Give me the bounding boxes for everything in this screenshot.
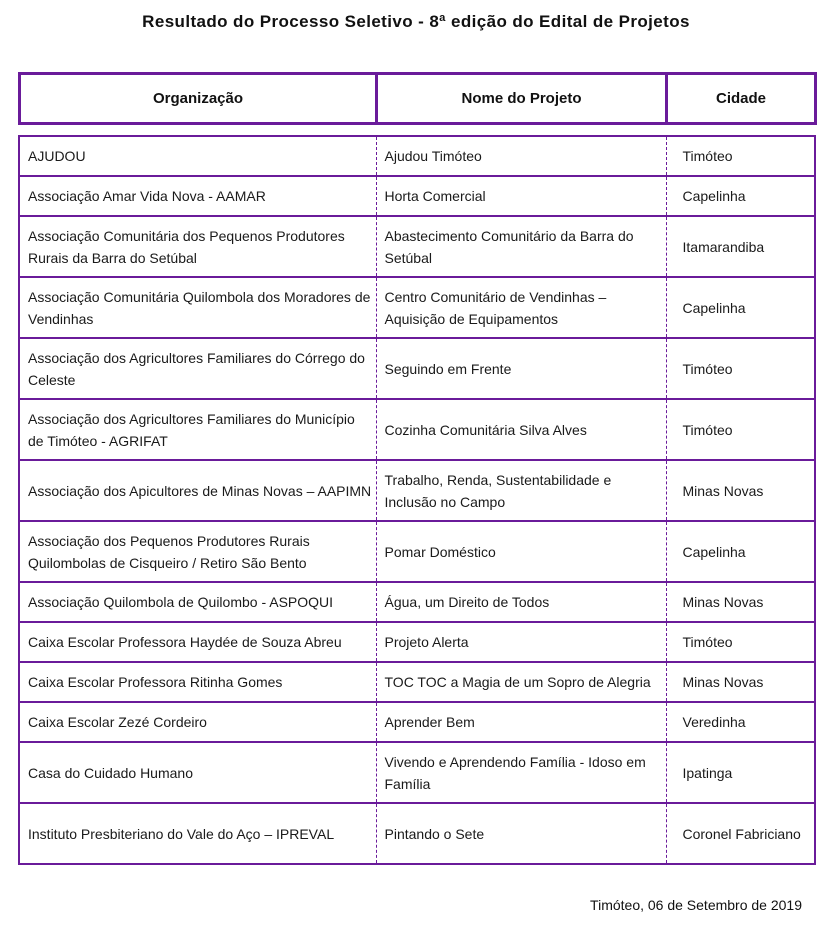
project-cell: Água, um Direito de Todos bbox=[376, 582, 666, 622]
organization-cell: Associação Amar Vida Nova - AAMAR bbox=[19, 176, 376, 216]
project-cell: Seguindo em Frente bbox=[376, 338, 666, 399]
organization-cell: Associação dos Agricultores Familiares do Município de Timóteo - AGRIFAT bbox=[19, 399, 376, 460]
project-cell: Pintando o Sete bbox=[376, 803, 666, 864]
organization-cell: AJUDOU bbox=[19, 136, 376, 176]
column-header-projeto: Nome do Projeto bbox=[377, 74, 667, 124]
project-cell: Aprender Bem bbox=[376, 702, 666, 742]
results-table bbox=[18, 135, 816, 865]
date-location-footer: Timóteo, 06 de Setembro de 2019 bbox=[590, 897, 802, 913]
organization-cell: Caixa Escolar Professora Haydée de Souza Abreu bbox=[19, 622, 376, 662]
organization-cell: Associação Comunitária dos Pequenos Produtores Rurais da Barra do Setúbal bbox=[19, 216, 376, 277]
table-row bbox=[19, 521, 815, 582]
table-row bbox=[19, 622, 815, 662]
table-row bbox=[19, 399, 815, 460]
header-row bbox=[20, 74, 816, 124]
project-cell: Cozinha Comunitária Silva Alves bbox=[376, 399, 666, 460]
table-row bbox=[19, 662, 815, 702]
project-cell: Vivendo e Aprendendo Família - Idoso em Família bbox=[376, 742, 666, 803]
table-row bbox=[19, 803, 815, 864]
table-row bbox=[19, 460, 815, 521]
column-header-cidade: Cidade bbox=[667, 74, 816, 124]
table-row bbox=[19, 702, 815, 742]
city-cell: Minas Novas bbox=[666, 460, 815, 521]
project-cell: Centro Comunitário de Vendinhas – Aquisição de Equipamentos bbox=[376, 277, 666, 338]
table-row bbox=[19, 742, 815, 803]
organization-cell: Caixa Escolar Zezé Cordeiro bbox=[19, 702, 376, 742]
city-cell: Coronel Fabriciano bbox=[666, 803, 815, 864]
table-row bbox=[19, 136, 815, 176]
project-cell: Ajudou Timóteo bbox=[376, 136, 666, 176]
city-cell: Veredinha bbox=[666, 702, 815, 742]
city-cell: Timóteo bbox=[666, 622, 815, 662]
table-row bbox=[19, 176, 815, 216]
column-header-organizacao: Organização bbox=[20, 74, 377, 124]
city-cell: Capelinha bbox=[666, 176, 815, 216]
project-cell: Projeto Alerta bbox=[376, 622, 666, 662]
city-cell: Timóteo bbox=[666, 136, 815, 176]
organization-cell: Associação Quilombola de Quilombo - ASPOQUI bbox=[19, 582, 376, 622]
page-title: Resultado do Processo Seletivo - 8ª edição do Edital de Projetos bbox=[142, 12, 690, 31]
table-row bbox=[19, 216, 815, 277]
organization-cell: Caixa Escolar Professora Ritinha Gomes bbox=[19, 662, 376, 702]
project-cell: TOC TOC a Magia de um Sopro de Alegria bbox=[376, 662, 666, 702]
city-cell: Ipatinga bbox=[666, 742, 815, 803]
project-cell: Horta Comercial bbox=[376, 176, 666, 216]
project-cell: Pomar Doméstico bbox=[376, 521, 666, 582]
organization-cell: Associação Comunitária Quilombola dos Moradores de Vendinhas bbox=[19, 277, 376, 338]
city-cell: Timóteo bbox=[666, 338, 815, 399]
organization-cell: Associação dos Apicultores de Minas Novas – AAPIMN bbox=[19, 460, 376, 521]
city-cell: Itamarandiba bbox=[666, 216, 815, 277]
results-table-header bbox=[18, 72, 817, 125]
city-cell: Timóteo bbox=[666, 399, 815, 460]
table-row bbox=[19, 338, 815, 399]
table-row bbox=[19, 277, 815, 338]
organization-cell: Casa do Cuidado Humano bbox=[19, 742, 376, 803]
organization-cell: Instituto Presbiteriano do Vale do Aço – IPREVAL bbox=[19, 803, 376, 864]
organization-cell: Associação dos Agricultores Familiares do Córrego do Celeste bbox=[19, 338, 376, 399]
city-cell: Capelinha bbox=[666, 521, 815, 582]
project-cell: Abastecimento Comunitário da Barra do Setúbal bbox=[376, 216, 666, 277]
city-cell: Capelinha bbox=[666, 277, 815, 338]
table-row bbox=[19, 582, 815, 622]
project-cell: Trabalho, Renda, Sustentabilidade e Inclusão no Campo bbox=[376, 460, 666, 521]
city-cell: Minas Novas bbox=[666, 662, 815, 702]
organization-cell: Associação dos Pequenos Produtores Rurais Quilombolas de Cisqueiro / Retiro São Bento bbox=[19, 521, 376, 582]
city-cell: Minas Novas bbox=[666, 582, 815, 622]
